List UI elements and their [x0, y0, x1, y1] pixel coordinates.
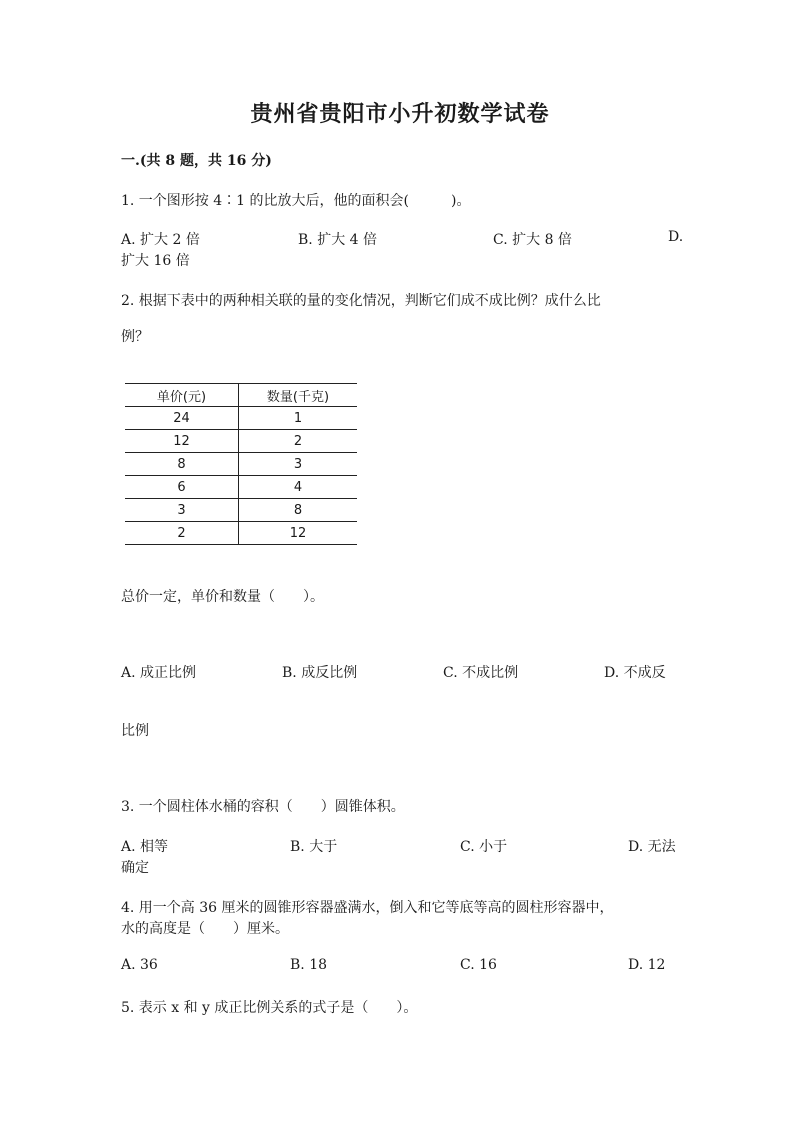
question-1-option-a: A. 扩大 2 倍 — [121, 232, 200, 248]
table-row — [125, 522, 357, 545]
question-3-text: 3. 一个圆柱体水桶的容积（ ）圆锥体积。 — [121, 799, 405, 815]
table-row — [125, 407, 357, 430]
cell-unit-price: 6 — [125, 476, 239, 499]
cell-quantity: 12 — [239, 522, 358, 545]
cell-quantity: 4 — [239, 476, 358, 499]
cell-quantity: 3 — [239, 453, 358, 476]
question-2-option-b: B. 成反比例 — [282, 665, 358, 681]
question-2-option-d-wrap: 比例 — [121, 723, 149, 739]
question-2-option-d: D. 不成反 — [604, 665, 666, 681]
question-3-option-d-wrap: 确定 — [121, 860, 149, 876]
price-quantity-table — [125, 383, 357, 545]
question-3-option-c: C. 小于 — [460, 839, 508, 855]
question-4-line-1: 4. 用一个高 36 厘米的圆锥形容器盛满水，倒入和它等底等高的圆柱形容器中， — [121, 900, 614, 916]
cell-quantity: 1 — [239, 407, 358, 430]
cell-quantity: 8 — [239, 499, 358, 522]
question-3-option-b: B. 大于 — [290, 839, 338, 855]
question-4-option-d: D. 12 — [628, 957, 666, 973]
table-row — [125, 499, 357, 522]
question-2-stem: 总价一定，单价和数量（ ）。 — [121, 589, 324, 605]
header-unit-price: 单价(元) — [125, 384, 239, 407]
question-2-option-a: A. 成正比例 — [121, 665, 197, 681]
cell-unit-price: 3 — [125, 499, 239, 522]
table-row — [125, 430, 357, 453]
cell-quantity: 2 — [239, 430, 358, 453]
question-1-option-d: D. — [668, 229, 684, 245]
question-2-option-c: C. 不成比例 — [443, 665, 519, 681]
table-header-row — [125, 384, 357, 407]
table-row — [125, 476, 357, 499]
question-1-option-d-wrap: 扩大 16 倍 — [121, 253, 190, 269]
cell-unit-price: 8 — [125, 453, 239, 476]
table-row — [125, 453, 357, 476]
question-1-option-b: B. 扩大 4 倍 — [298, 232, 377, 248]
page-title: 贵州省贵阳市小升初数学试卷 — [250, 101, 550, 127]
question-4-option-c: C. 16 — [460, 957, 497, 973]
question-3-option-d: D. 无法 — [628, 839, 676, 855]
question-2-line-2: 例？ — [121, 329, 149, 345]
section-heading: 一.(共 8 题，共 16 分) — [121, 153, 272, 169]
cell-unit-price: 24 — [125, 407, 239, 430]
question-1-text: 1. 一个图形按 4∶1 的比放大后，他的面积会( )。 — [121, 193, 471, 209]
question-2-line-1: 2. 根据下表中的两种相关联的量的变化情况，判断它们成不成比例？成什么比 — [121, 293, 601, 309]
question-1-option-c: C. 扩大 8 倍 — [493, 232, 572, 248]
header-quantity: 数量(千克) — [239, 384, 358, 407]
question-4-option-b: B. 18 — [290, 957, 328, 973]
cell-unit-price: 12 — [125, 430, 239, 453]
question-5-text: 5. 表示 x 和 y 成正比例关系的式子是（ ）。 — [121, 1000, 418, 1016]
cell-unit-price: 2 — [125, 522, 239, 545]
question-4-line-2: 水的高度是（ ）厘米。 — [121, 921, 289, 937]
question-3-option-a: A. 相等 — [121, 839, 169, 855]
question-4-option-a: A. 36 — [121, 957, 158, 973]
